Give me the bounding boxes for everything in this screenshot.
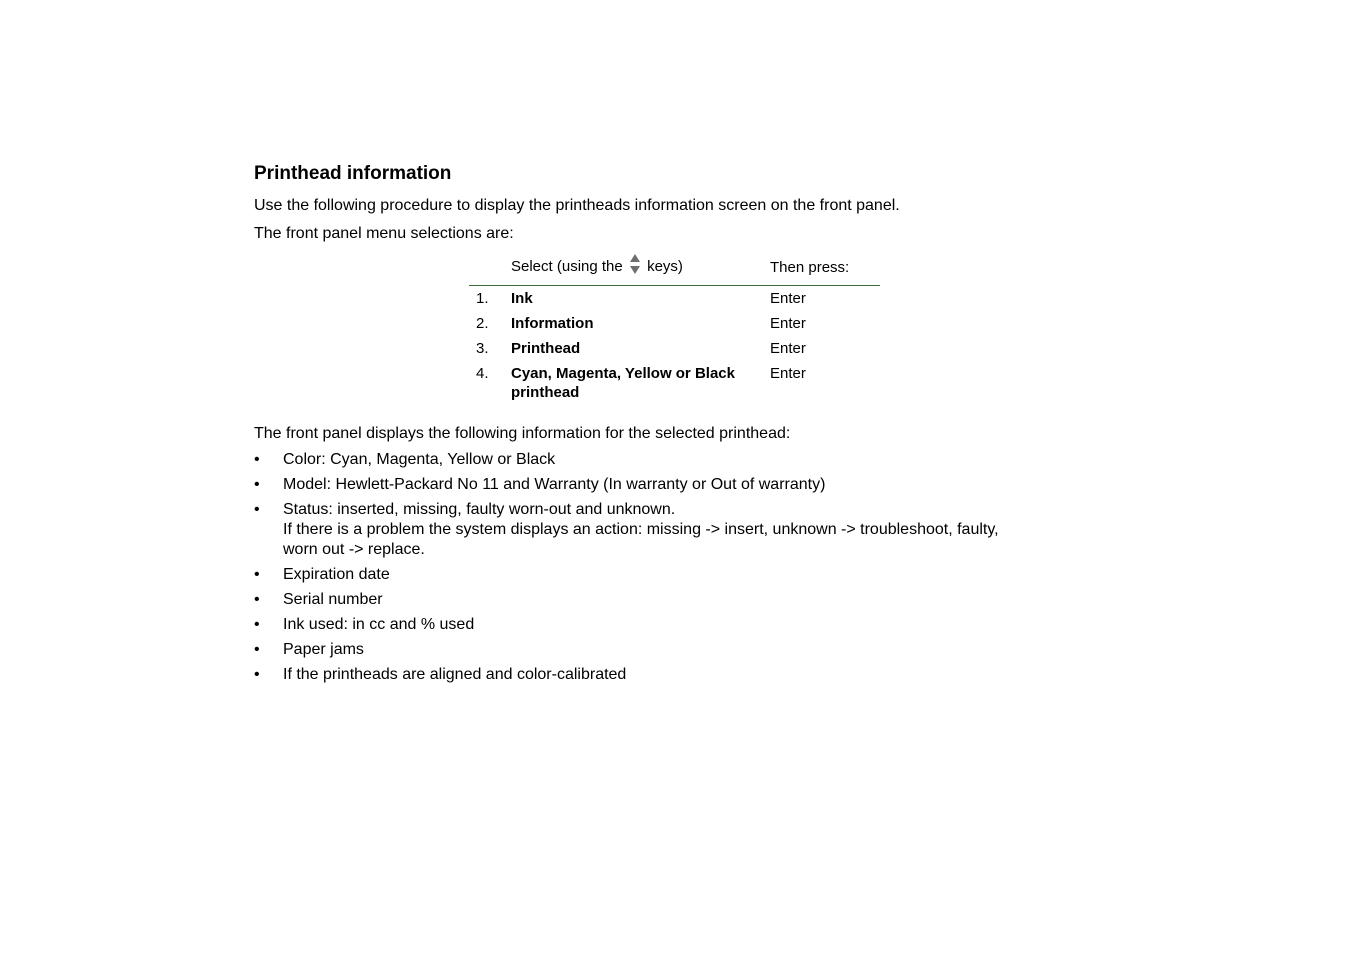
info-intro: The front panel displays the following information for the selected printhead:	[254, 425, 791, 442]
select-header-prefix: Select (using the	[511, 257, 623, 275]
bullet-icon: •	[254, 451, 260, 468]
list-item-text: Model: Hewlett-Packard No 11 and Warranty (In warranty or Out of warranty)	[283, 476, 826, 493]
row-select-item: Information	[511, 315, 594, 332]
list-item-text: Paper jams	[283, 641, 364, 658]
list-item-text: If the printheads are aligned and color-calibrated	[283, 666, 627, 683]
bullet-icon: •	[254, 476, 260, 493]
list-item	[254, 590, 1014, 610]
table-row	[469, 286, 880, 312]
row-press-key: Enter	[770, 340, 806, 357]
list-item-text: Ink used: in cc and % used	[283, 616, 475, 633]
menu-selection-table	[469, 254, 880, 405]
list-item-text: Color: Cyan, Magenta, Yellow or Black	[283, 451, 556, 468]
bullet-icon: •	[254, 591, 260, 608]
press-column-header: Then press:	[770, 254, 880, 286]
row-select-item: Ink	[511, 290, 533, 307]
section-title: Printhead information	[254, 163, 452, 184]
document-page	[254, 160, 1014, 683]
list-item	[254, 475, 1014, 495]
info-list	[254, 450, 1014, 685]
table-row	[469, 311, 880, 336]
section-intro: Use the following procedure to display the printheads information screen on the front panel.	[254, 197, 900, 214]
table-row	[469, 336, 880, 361]
row-press-key: Enter	[770, 315, 806, 332]
menu-intro: The front panel menu selections are:	[254, 225, 514, 242]
list-item	[254, 565, 1014, 585]
row-number: 4.	[476, 365, 489, 382]
bullet-icon: •	[254, 616, 260, 633]
select-column-header	[511, 254, 770, 286]
list-item-extra-text: If there is a problem the system displays an action: missing -> insert, unknown -> troubleshoot, faulty, worn out -> replace.	[283, 521, 999, 558]
row-select-item: Printhead	[511, 340, 581, 357]
select-header-suffix: keys)	[647, 257, 683, 275]
bullet-icon: •	[254, 501, 260, 518]
bullet-icon: •	[254, 641, 260, 658]
row-press-key: Enter	[770, 365, 806, 382]
list-item	[254, 615, 1014, 635]
table-header-row	[469, 254, 880, 286]
row-number: 1.	[476, 290, 489, 307]
row-number: 2.	[476, 315, 489, 332]
number-column-header	[469, 254, 511, 286]
list-item-text: Serial number	[283, 591, 383, 608]
list-item-text: Expiration date	[283, 566, 390, 583]
printhead-info-block	[254, 424, 1014, 690]
table-row	[469, 361, 880, 405]
row-number: 3.	[476, 340, 489, 357]
list-item-text: Status: inserted, missing, faulty worn-out and unknown.	[283, 501, 676, 518]
bullet-icon: •	[254, 666, 260, 683]
list-item	[254, 500, 1014, 560]
row-select-item: Cyan, Magenta, Yellow or Black printhead	[511, 365, 735, 401]
list-item	[254, 640, 1014, 660]
up-down-arrow-keys-icon	[629, 253, 641, 279]
bullet-icon: •	[254, 566, 260, 583]
list-item	[254, 450, 1014, 470]
list-item	[254, 665, 1014, 685]
row-press-key: Enter	[770, 290, 806, 307]
